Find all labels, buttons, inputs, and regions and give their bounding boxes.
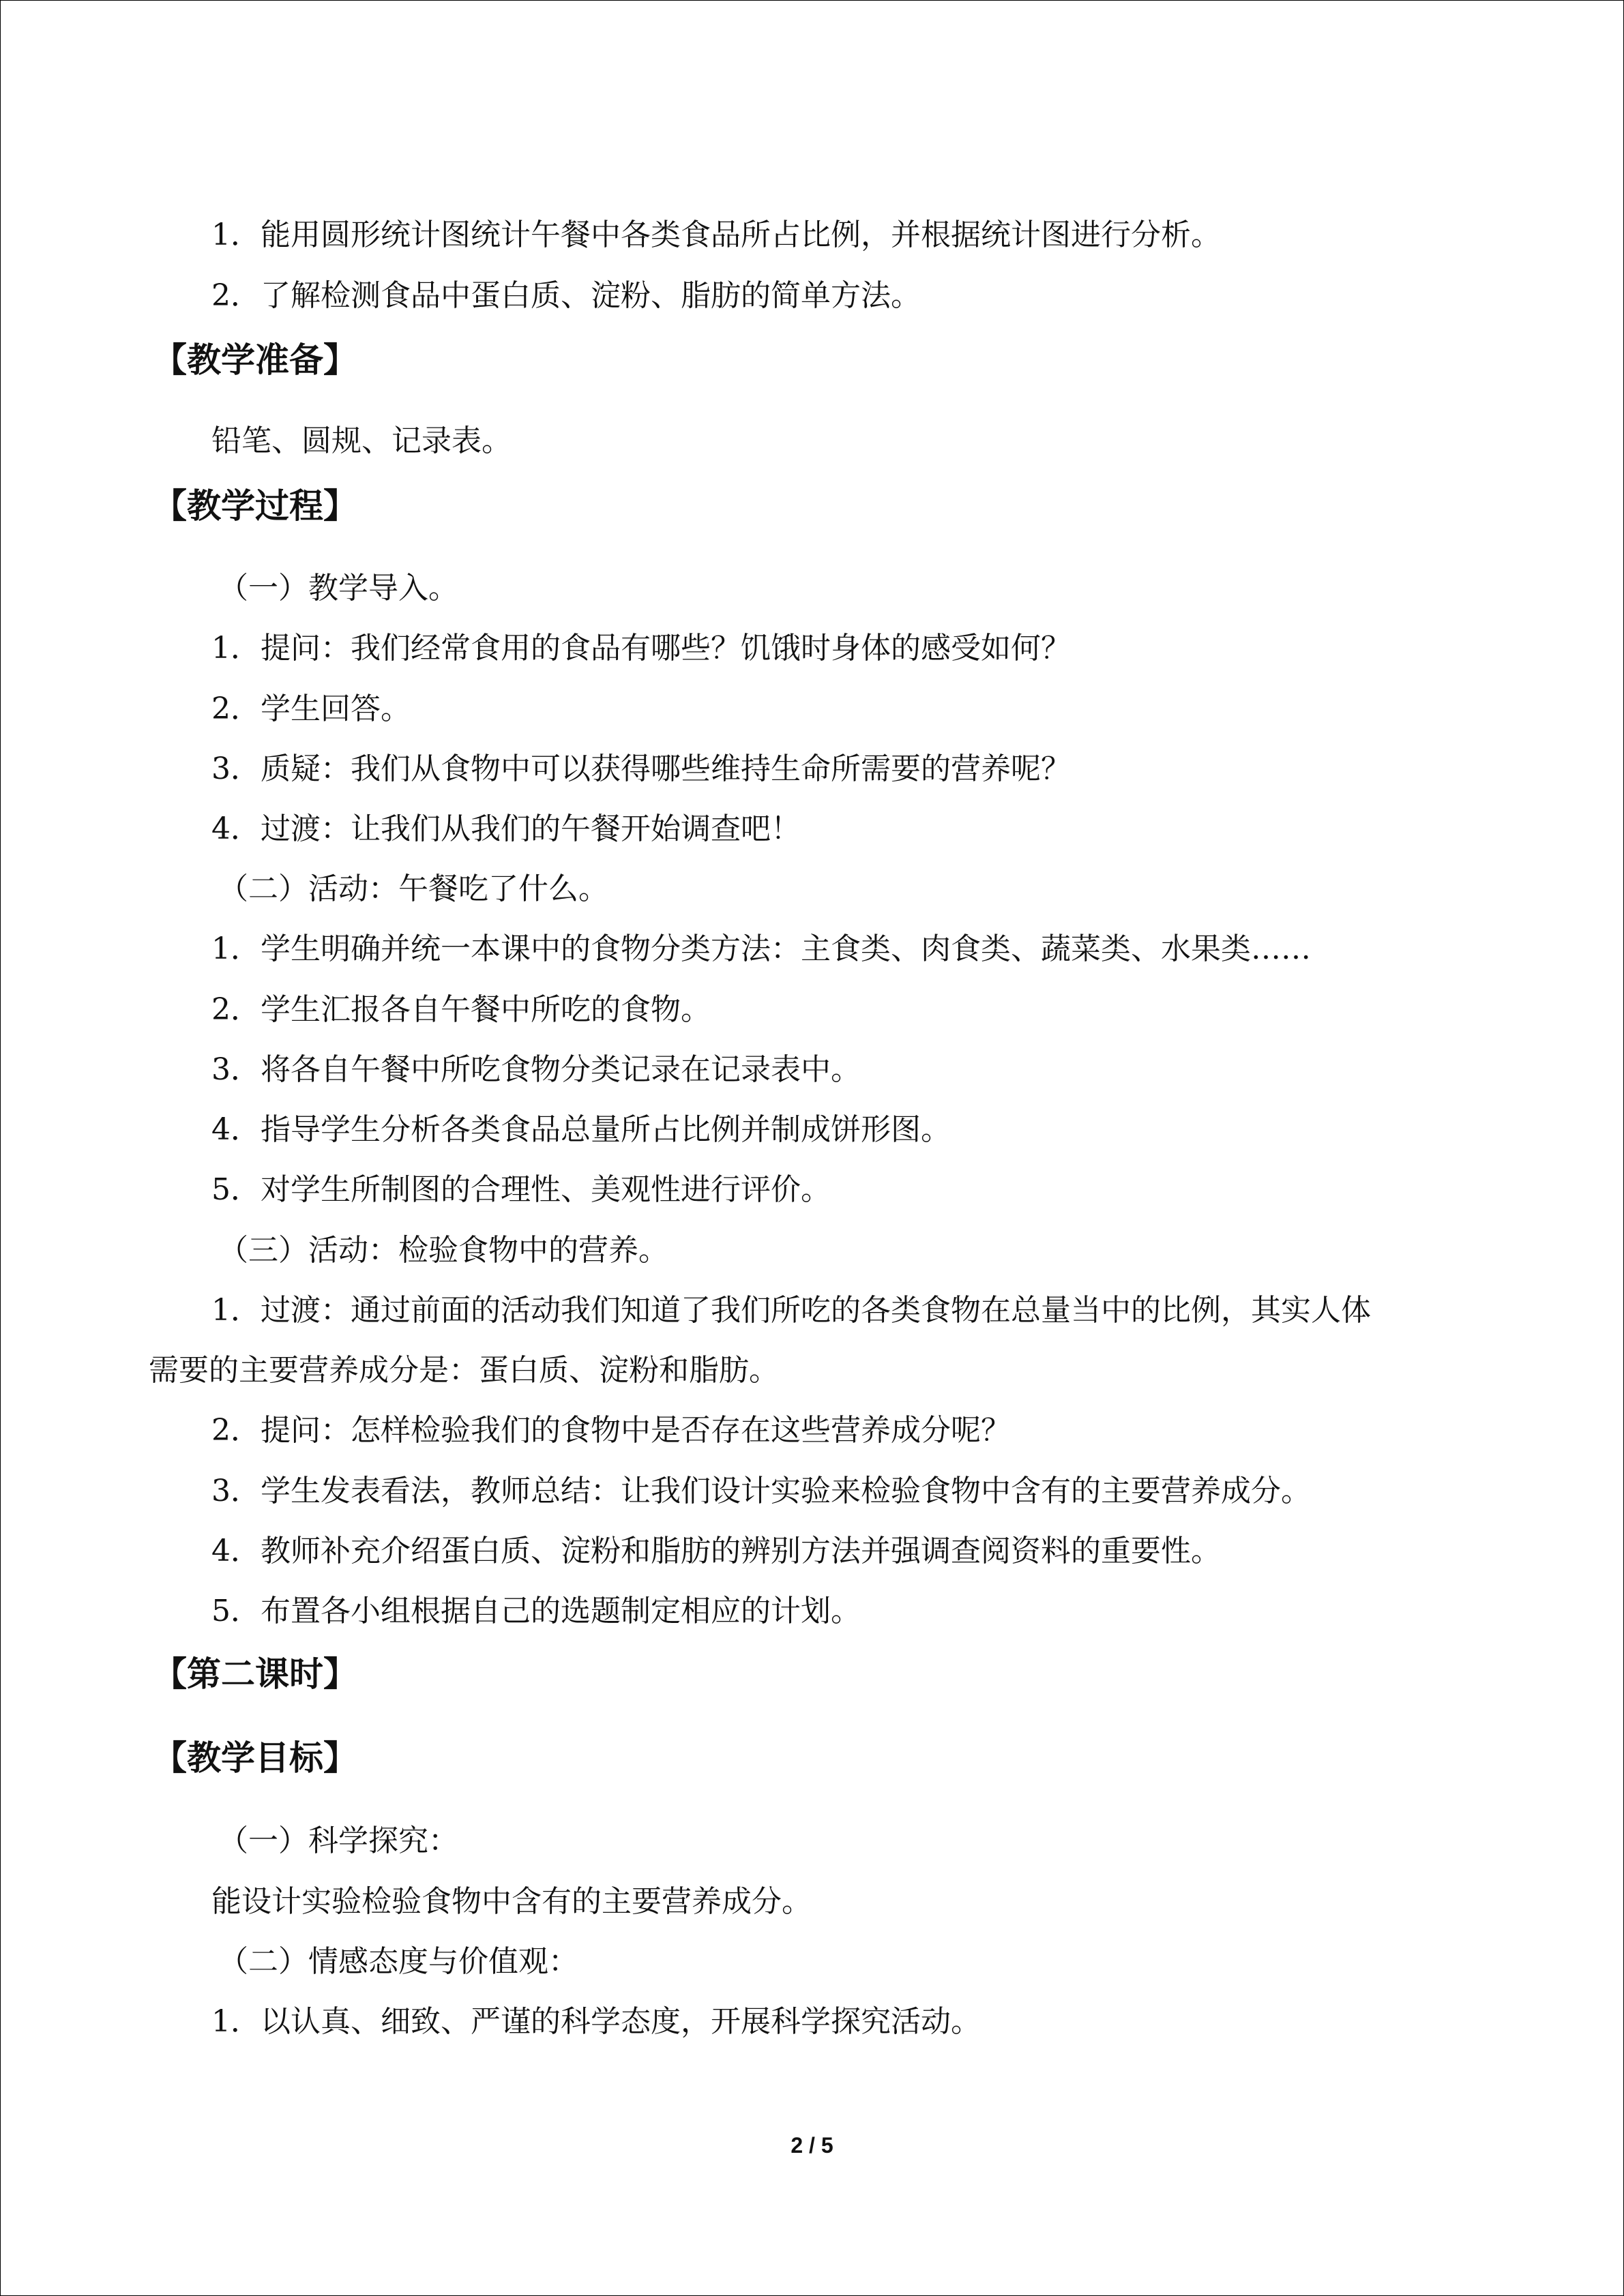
lunch-item-3: 3．将各自午餐中所吃食物分类记录在记录表中。 (211, 1052, 861, 1087)
heading-second-lesson: 【第二课时】 (153, 1654, 357, 1694)
lunch-item-4: 4．指导学生分析各类食品总量所占比例并制成饼形图。 (211, 1112, 951, 1147)
nutrition-item-2: 2．提问：怎样检验我们的食物中是否存在这些营养成分呢？ (211, 1413, 1011, 1448)
section-heading-lunch-activity: （二）活动：午餐吃了什么。 (218, 871, 608, 906)
section-heading-nutrition-test: （三）活动：检验食物中的营养。 (218, 1233, 668, 1268)
nutrition-item-5: 5．布置各小组根据自己的选题制定相应的计划。 (211, 1594, 861, 1628)
goal-inquiry-text: 能设计实验检验食物中含有的主要营养成分。 (211, 1884, 812, 1919)
intro-item-2: 2．学生回答。 (211, 691, 411, 726)
heading-teaching-process: 【教学过程】 (153, 486, 357, 526)
nutrition-item-4: 4．教师补充介绍蛋白质、淀粉和脂肪的辨别方法并强调查阅资料的重要性。 (211, 1534, 1221, 1568)
page-number: 2 / 5 (791, 2133, 833, 2158)
lunch-item-2: 2．学生汇报各自午餐中所吃的食物。 (211, 992, 711, 1027)
heading-teaching-preparation: 【教学准备】 (153, 340, 357, 380)
nutrition-item-1-continued: 需要的主要营养成分是：蛋白质、淀粉和脂肪。 (149, 1353, 779, 1388)
goal-attitude-item-1: 1．以认真、细致、严谨的科学态度，开展科学探究活动。 (211, 2004, 981, 2039)
lunch-item-1: 1．学生明确并统一本课中的食物分类方法：主食类、肉食类、蔬菜类、水果类…… (211, 931, 1311, 966)
section-heading-intro: （一）教学导入。 (218, 571, 458, 606)
nutrition-item-3: 3．学生发表看法，教师总结：让我们设计实验来检验食物中含有的主要营养成分。 (211, 1474, 1311, 1508)
goal-section-attitude: （二）情感态度与价值观： (218, 1944, 578, 1979)
lunch-item-5: 5．对学生所制图的合理性、美观性进行评价。 (211, 1172, 831, 1207)
goal-item-1: 1．能用圆形统计图统计午餐中各类食品所占比例，并根据统计图进行分析。 (211, 218, 1221, 252)
nutrition-item-1: 1．过渡：通过前面的活动我们知道了我们所吃的各类食物在总量当中的比例，其实人体 (211, 1293, 1371, 1328)
intro-item-3: 3．质疑：我们从食物中可以获得哪些维持生命所需要的营养呢？ (211, 751, 1071, 786)
intro-item-1: 1．提问：我们经常食用的食品有哪些？饥饿时身体的感受如何？ (211, 631, 1071, 666)
goal-section-inquiry: （一）科学探究： (218, 1823, 458, 1858)
goal-item-2: 2．了解检测食品中蛋白质、淀粉、脂肪的简单方法。 (211, 278, 921, 313)
preparation-text: 铅笔、圆规、记录表。 (211, 423, 512, 458)
intro-item-4: 4．过渡：让我们从我们的午餐开始调查吧！ (211, 811, 801, 846)
heading-teaching-goals: 【教学目标】 (153, 1738, 357, 1778)
